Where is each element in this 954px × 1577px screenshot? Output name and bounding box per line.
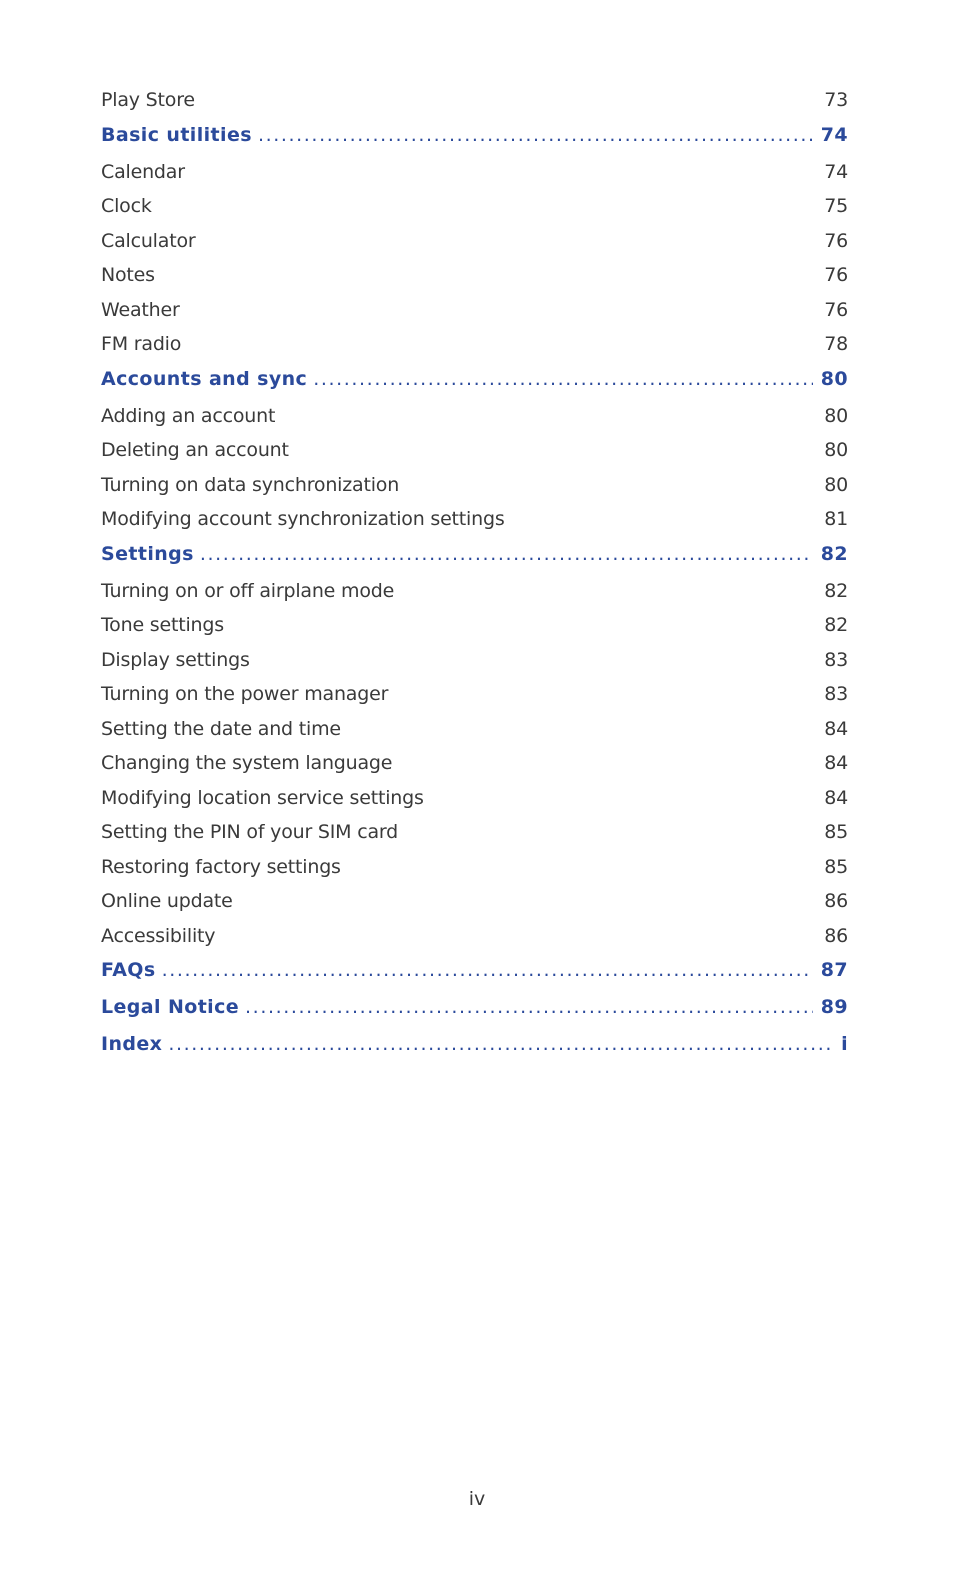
toc-section-title: Basic utilities (101, 123, 252, 146)
toc-entry[interactable] (101, 683, 848, 718)
toc-page-number: 87 (820, 959, 848, 981)
toc-entry[interactable] (101, 299, 848, 334)
toc-entry-title: Turning on the power manager (101, 683, 389, 705)
toc-page-number: 83 (824, 648, 848, 671)
toc-page-number: 76 (824, 229, 848, 252)
toc-section-entry[interactable] (101, 959, 848, 996)
toc-entry-title: Deleting an account (101, 439, 289, 461)
toc-entry-title: Display settings (101, 648, 250, 671)
toc-page-number: 75 (824, 195, 848, 217)
dot-leader (168, 1033, 833, 1055)
toc-section-entry[interactable] (101, 1033, 848, 1070)
toc-page-number: 74 (824, 160, 848, 183)
dot-leader (200, 543, 813, 565)
toc-entry[interactable] (101, 580, 848, 615)
toc-page-number: 80 (820, 367, 848, 390)
toc-entry-title: Tone settings (101, 614, 224, 636)
toc-entry[interactable] (101, 474, 848, 509)
toc-page-number: 89 (820, 996, 848, 1018)
toc-entry-title: Notes (101, 264, 155, 286)
toc-entry-title: Calendar (101, 160, 185, 183)
toc-page-number: 76 (824, 298, 848, 321)
toc-entry[interactable] (101, 405, 848, 440)
toc-entry[interactable] (101, 614, 848, 649)
toc-page-number: 78 (824, 333, 848, 355)
toc-page-number: 82 (820, 542, 848, 565)
toc-page-number: 84 (824, 786, 848, 809)
toc-entry-title: Clock (101, 195, 152, 217)
toc-entry-title: Setting the PIN of your SIM card (101, 821, 399, 843)
toc-page-number: 73 (824, 89, 848, 111)
toc-section-title: Settings (101, 542, 194, 565)
toc-entry-title: FM radio (101, 333, 182, 355)
toc-entry[interactable] (101, 508, 848, 543)
toc-page-number: 82 (824, 614, 848, 636)
toc-page-number: 85 (824, 855, 848, 878)
toc-entry[interactable] (101, 230, 848, 265)
toc-entry[interactable] (101, 718, 848, 753)
toc-entry[interactable] (101, 821, 848, 856)
toc-page-number: 80 (824, 439, 848, 461)
toc-entry-title: Changing the system language (101, 752, 393, 774)
toc-section-title: Index (101, 1033, 163, 1055)
toc-entry-title: Modifying account synchronization settings (101, 508, 505, 530)
toc-entry[interactable] (101, 649, 848, 684)
toc-entry[interactable] (101, 333, 848, 368)
toc-section-title: Accounts and sync (101, 367, 308, 390)
toc-entry[interactable] (101, 787, 848, 822)
toc-entry[interactable] (101, 752, 848, 787)
toc-entry[interactable] (101, 890, 848, 925)
toc-entry-title: Weather (101, 298, 180, 321)
toc-entry-title: Turning on or off airplane mode (101, 579, 395, 602)
toc-entry-title: Restoring factory settings (101, 855, 341, 878)
dot-leader (258, 124, 813, 146)
toc-section-entry[interactable] (101, 543, 848, 580)
toc-page-number: 80 (824, 404, 848, 427)
toc-entry-title: Accessibility (101, 924, 216, 947)
toc-entry[interactable] (101, 439, 848, 474)
toc-entry[interactable] (101, 264, 848, 299)
toc-entry-title: Adding an account (101, 404, 276, 427)
page-number: iv (468, 1488, 486, 1510)
toc-entry[interactable] (101, 195, 848, 230)
toc-page-number: 76 (824, 264, 848, 286)
toc-entry-title: Play Store (101, 89, 195, 111)
toc-entry-title: Modifying location service settings (101, 786, 424, 809)
toc-page-number: 80 (824, 473, 848, 496)
table-of-contents (101, 89, 848, 1070)
toc-section-title: Legal Notice (101, 996, 240, 1018)
toc-entry[interactable] (101, 925, 848, 960)
toc-page-number: 82 (824, 579, 848, 602)
toc-entry-title: Setting the date and time (101, 717, 341, 740)
toc-page-number: 84 (824, 752, 848, 774)
toc-page-number: 81 (824, 508, 848, 530)
toc-section-entry[interactable] (101, 996, 848, 1033)
toc-page-number: 74 (820, 123, 848, 146)
toc-entry-title: Calculator (101, 229, 196, 252)
toc-page-number: 83 (824, 683, 848, 705)
dot-leader (245, 996, 813, 1018)
toc-section-title: FAQs (101, 959, 156, 981)
toc-page-number: 86 (824, 890, 848, 912)
toc-page-number: i (841, 1033, 848, 1055)
toc-entry[interactable] (101, 89, 848, 124)
dot-leader (313, 368, 813, 390)
toc-section-entry[interactable] (101, 368, 848, 405)
toc-page-number: 86 (824, 924, 848, 947)
toc-page-number: 85 (824, 821, 848, 843)
toc-entry[interactable] (101, 161, 848, 196)
toc-entry[interactable] (101, 856, 848, 891)
toc-entry-title: Online update (101, 890, 233, 912)
dot-leader (162, 959, 813, 981)
toc-page-number: 84 (824, 717, 848, 740)
toc-entry-title: Turning on data synchronization (101, 473, 400, 496)
toc-section-entry[interactable] (101, 124, 848, 161)
